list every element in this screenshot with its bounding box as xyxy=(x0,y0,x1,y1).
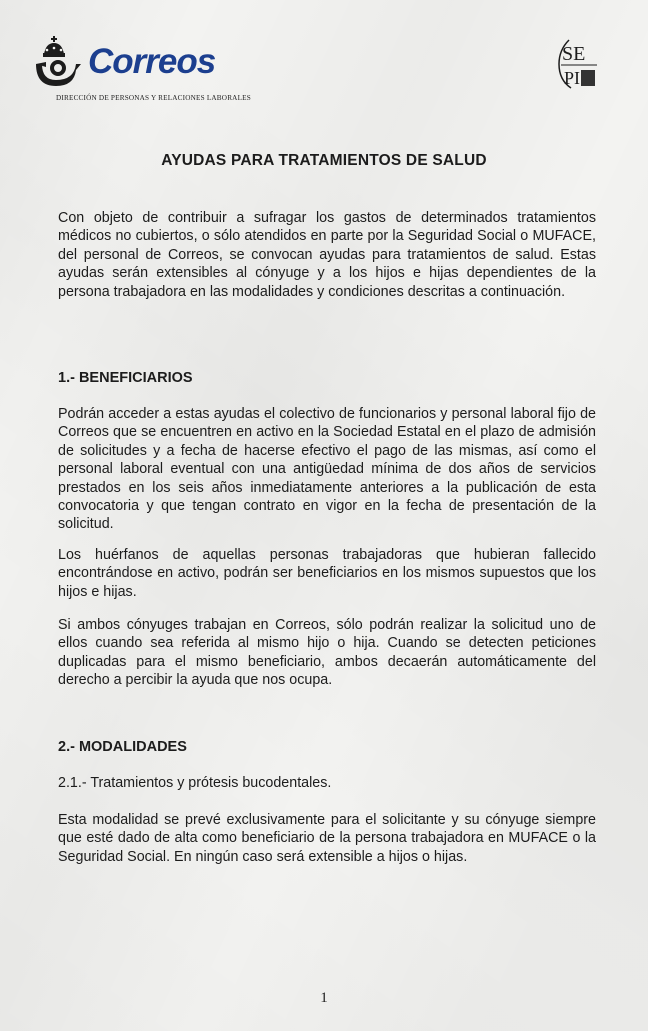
department-name: DIRECCIÓN DE PERSONAS Y RELACIONES LABORALES xyxy=(56,94,251,102)
sepi-logo-top: SE xyxy=(562,43,586,65)
document-title: AYUDAS PARA TRATAMIENTOS DE SALUD xyxy=(161,152,487,169)
brand-name: Correos xyxy=(88,42,216,81)
sepi-logo xyxy=(555,36,603,92)
section-2-heading: 2.- MODALIDADES xyxy=(58,739,187,755)
modalidades-paragraph: Esta modalidad se prevé exclusivamente para el solicitante y su cónyuge siempre que esté dado de alta como beneficiario de la persona trabajadora en MUFACE o la Seguridad Social. En ningún caso será extensible a hijos o hijas. xyxy=(58,812,596,865)
section-1-heading: 1.- BENEFICIARIOS xyxy=(58,370,193,386)
intro-paragraph: Con objeto de contribuir a sufragar los gastos de determinados tratamientos médicos no cubiertos, o sólo atendidos en parte por la Seguridad Social o MUFACE, del personal de Correos, se convocan ayudas para tratamientos de salud. Estas ayudas serán extensibles al cónyuge y a los hijos e hijas dependientes de la persona trabajadora en las modalidades y condiciones descritas a continuación. xyxy=(58,210,596,300)
sepi-logo-bottom: PI xyxy=(564,68,581,88)
correos-horn-crown-icon xyxy=(34,34,84,90)
correos-logo xyxy=(34,34,274,102)
beneficiarios-paragraph-2: Los huérfanos de aquellas personas trabajadoras que hubieran fallecido encontrándose en activo, podrán ser beneficiarios en los mismos supuestos que los hijos e hijas. xyxy=(58,547,596,600)
beneficiarios-paragraph-1: Podrán acceder a estas ayudas el colectivo de funcionarios y personal laboral fijo de Correos que se encuentren en activo en la Sociedad Estatal en el plazo de admisión de solicitudes y a fecha de hacerse efectivo el pago de las mismas, así como el personal laboral eventual con una antigüedad mínima de dos años de servicios prestados en los seis años inmediatamente anteriores a la publicación de esta convocatoria y que tengan contrato en vigor en la fecha de presentación de la solicitud. xyxy=(58,406,596,533)
page-number: 1 xyxy=(320,990,328,1006)
beneficiarios-paragraph-3: Si ambos cónyuges trabajan en Correos, sólo podrán realizar la solicitud uno de ellos cuando sea referida al mismo hijo o hija. Cuando se detecten peticiones duplicadas para el mismo beneficiario, ambos decaerán automáticamente del derecho a percibir la ayuda que nos ocupa. xyxy=(58,617,596,689)
section-2-1-subheading: 2.1.- Tratamientos y prótesis bucodentales. xyxy=(58,775,332,791)
